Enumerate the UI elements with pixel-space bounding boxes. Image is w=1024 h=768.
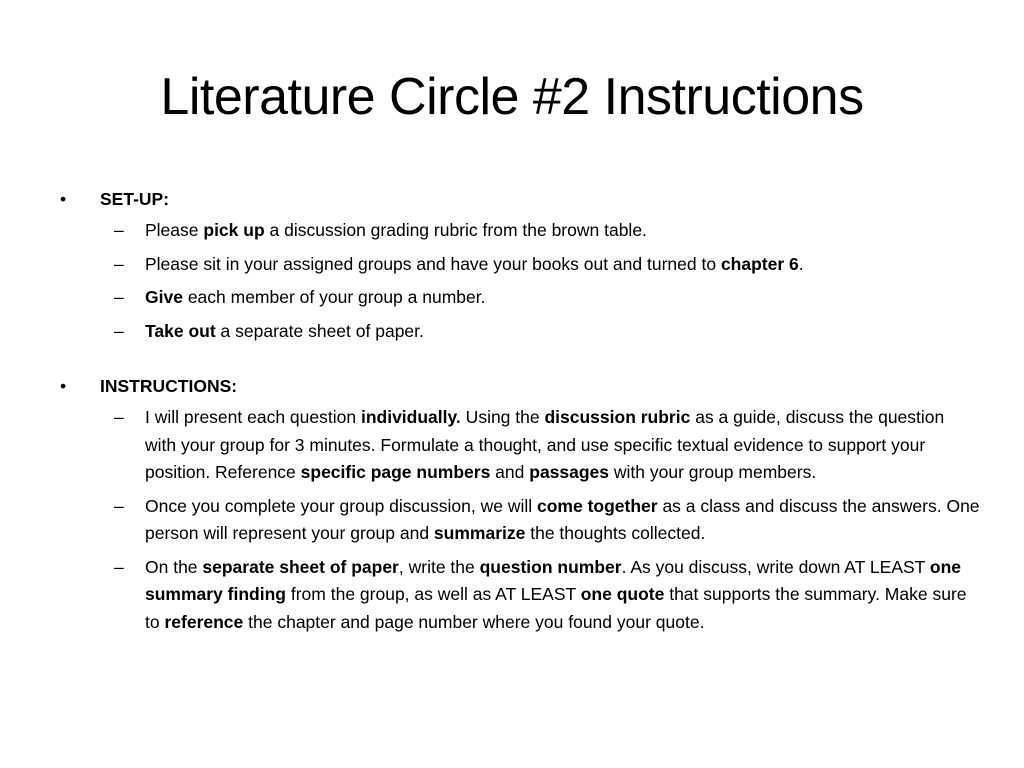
list-item xyxy=(60,251,980,279)
bullet-icon: • xyxy=(60,189,67,209)
section-heading-text: SET-UP: xyxy=(100,189,170,209)
item-text: the thoughts collected. xyxy=(525,523,706,543)
emphasis-text: separate sheet of paper xyxy=(202,556,399,577)
section-instructions xyxy=(60,373,980,636)
item-text: as a guide, discuss the question with your group for 3 minutes. Formulate a thought, and use specific textual evidence to support your position. Reference xyxy=(145,407,945,482)
item-text: On the xyxy=(145,556,203,577)
item-text: Once you complete your group discussion, we will xyxy=(145,495,537,516)
slide-title: Literature Circle #2 Instructions xyxy=(160,68,864,126)
emphasis-text: question number xyxy=(479,556,622,577)
emphasis-text: one summary finding xyxy=(145,556,962,604)
item-text: from the group, as well as AT LEAST xyxy=(286,584,581,604)
setup-items xyxy=(60,217,980,345)
dash-icon: – xyxy=(114,253,124,274)
bullet-icon: • xyxy=(60,376,67,396)
item-text: with your group members. xyxy=(609,462,817,482)
item-text: Using the xyxy=(460,407,545,427)
instruction-items xyxy=(60,404,980,636)
item-text: Please xyxy=(145,220,204,240)
list-item xyxy=(60,554,980,637)
item-text: , write the xyxy=(398,556,480,577)
emphasis-text: specific page numbers xyxy=(300,462,491,482)
emphasis-text: pick up xyxy=(203,220,265,240)
list-item xyxy=(60,318,980,346)
dash-icon: – xyxy=(114,407,124,427)
dash-icon: – xyxy=(114,495,124,516)
dash-icon: – xyxy=(114,287,124,307)
item-text: each member of your group a number. xyxy=(182,287,486,307)
emphasis-text: Take out xyxy=(145,320,216,341)
list-item xyxy=(60,284,980,312)
emphasis-text: passages xyxy=(529,462,610,482)
emphasis-text: one quote xyxy=(580,584,665,604)
section-heading xyxy=(60,186,980,212)
item-text: . xyxy=(798,253,804,274)
emphasis-text: reference xyxy=(164,611,244,632)
section-heading xyxy=(60,373,980,399)
list-item xyxy=(60,404,980,487)
item-text: as a class and discuss the answers. One person will represent your group and xyxy=(145,495,980,543)
emphasis-text: individually. xyxy=(360,407,461,427)
item-text: that supports the summary. Make sure to xyxy=(145,584,967,632)
list-item xyxy=(60,493,980,548)
dash-icon: – xyxy=(114,556,124,577)
item-text: and xyxy=(490,462,530,482)
slide-content xyxy=(60,186,980,642)
list-item xyxy=(60,217,980,245)
item-text: a separate sheet of paper. xyxy=(215,320,424,341)
emphasis-text: summarize xyxy=(433,523,526,543)
item-text: . As you discuss, write down AT LEAST xyxy=(621,556,930,577)
emphasis-text: discussion rubric xyxy=(544,407,691,427)
emphasis-text: Give xyxy=(145,287,183,307)
section-setup xyxy=(60,186,980,345)
section-heading-text: INSTRUCTIONS: xyxy=(100,376,238,396)
item-text: a discussion grading rubric from the brown table. xyxy=(264,220,647,240)
dash-icon: – xyxy=(114,320,124,341)
emphasis-text: come together xyxy=(537,495,658,516)
emphasis-text: chapter 6 xyxy=(720,253,799,274)
item-text: Please sit in your assigned groups and have your books out and turned to xyxy=(145,253,721,274)
dash-icon: – xyxy=(114,220,124,240)
item-text: the chapter and page number where you found your quote. xyxy=(243,611,705,632)
item-text: I will present each question xyxy=(145,407,361,427)
